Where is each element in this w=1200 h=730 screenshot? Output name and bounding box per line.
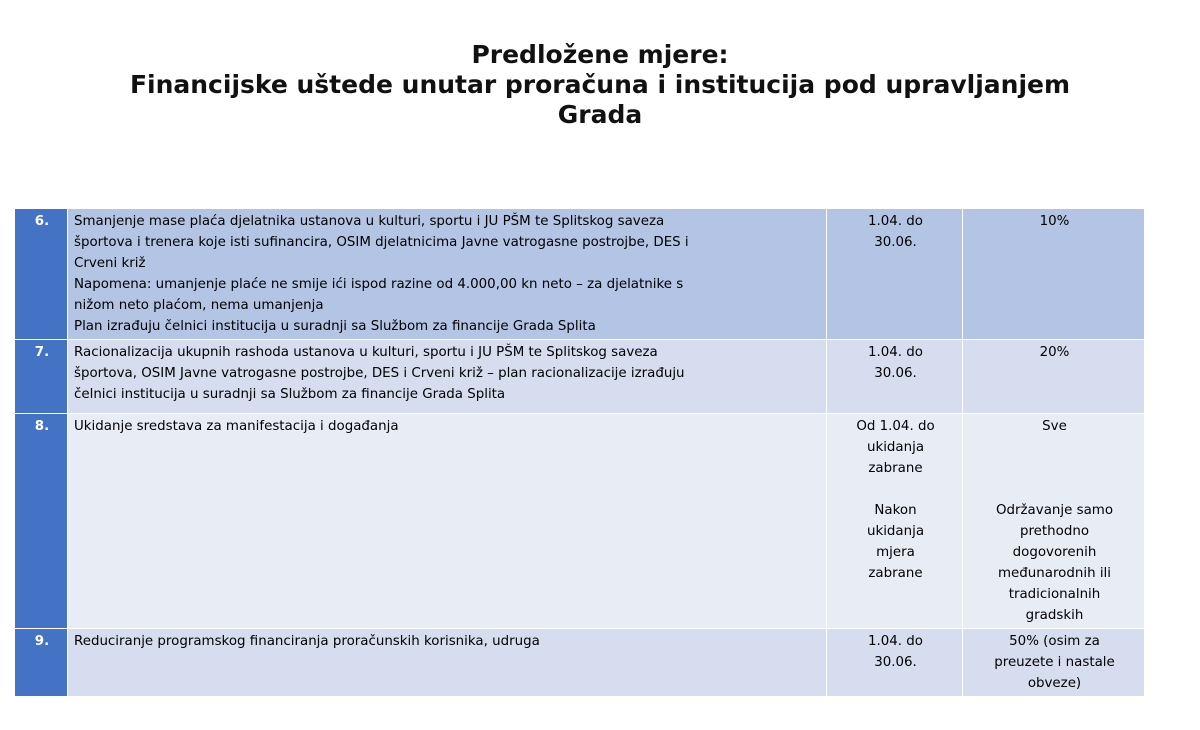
measure-description: Reduciranje programskog financiranja proračunskih korisnika, udruga <box>68 629 827 697</box>
table-row <box>15 340 1145 414</box>
measures-table <box>14 208 1145 697</box>
table-row <box>15 629 1145 697</box>
measure-amount: Sve Održavanje samo prethodno dogovorenih međunarodnih ili tradicionalnih gradskih <box>963 414 1145 629</box>
measure-description: Ukidanje sredstava za manifestacija i događanja <box>68 414 827 629</box>
measure-amount: 50% (osim za preuzete i nastale obveze) <box>963 629 1145 697</box>
measure-amount: 20% <box>963 340 1145 414</box>
slide-title <box>0 40 1200 130</box>
measure-amount: 10% <box>963 209 1145 340</box>
row-number: 6. <box>15 209 68 340</box>
table-row <box>15 414 1145 629</box>
measure-description: Racionalizacija ukupnih rashoda ustanova u kulturi, sportu i JU PŠM te Splitskog saveza športova, OSIM Javne vatrogasne postrojbe, DES i Crveni križ – plan racionalizacije izrađuju čelnici institucija u suradnji sa Službom za financije Grada Splita <box>68 340 827 414</box>
row-number: 7. <box>15 340 68 414</box>
row-number: 8. <box>15 414 68 629</box>
title-line-2: Financijske uštede unutar proračuna i institucija pod upravljanjem <box>129 70 1071 99</box>
measure-period: Od 1.04. do ukidanja zabrane Nakon ukidanja mjera zabrane <box>827 414 963 629</box>
title-line-3: Grada <box>557 100 643 129</box>
measure-period: 1.04. do 30.06. <box>827 340 963 414</box>
measure-period: 1.04. do 30.06. <box>827 629 963 697</box>
title-line-1: Predložene mjere: <box>471 40 729 69</box>
table-row <box>15 209 1145 340</box>
measure-period: 1.04. do 30.06. <box>827 209 963 340</box>
row-number: 9. <box>15 629 68 697</box>
measure-description: Smanjenje mase plaća djelatnika ustanova u kulturi, sportu i JU PŠM te Splitskog saveza športova i trenera koje isti sufinancira, OSIM djelatnicima Javne vatrogasne postrojbe, DES i Crveni križ Napomena: umanjenje plaće ne smije ići ispod razine od 4.000,00 kn neto – za djelatnike s nižom neto plaćom, nema umanjenja Plan izrađuju čelnici institucija u suradnji sa Službom za financije Grada Splita <box>68 209 827 340</box>
